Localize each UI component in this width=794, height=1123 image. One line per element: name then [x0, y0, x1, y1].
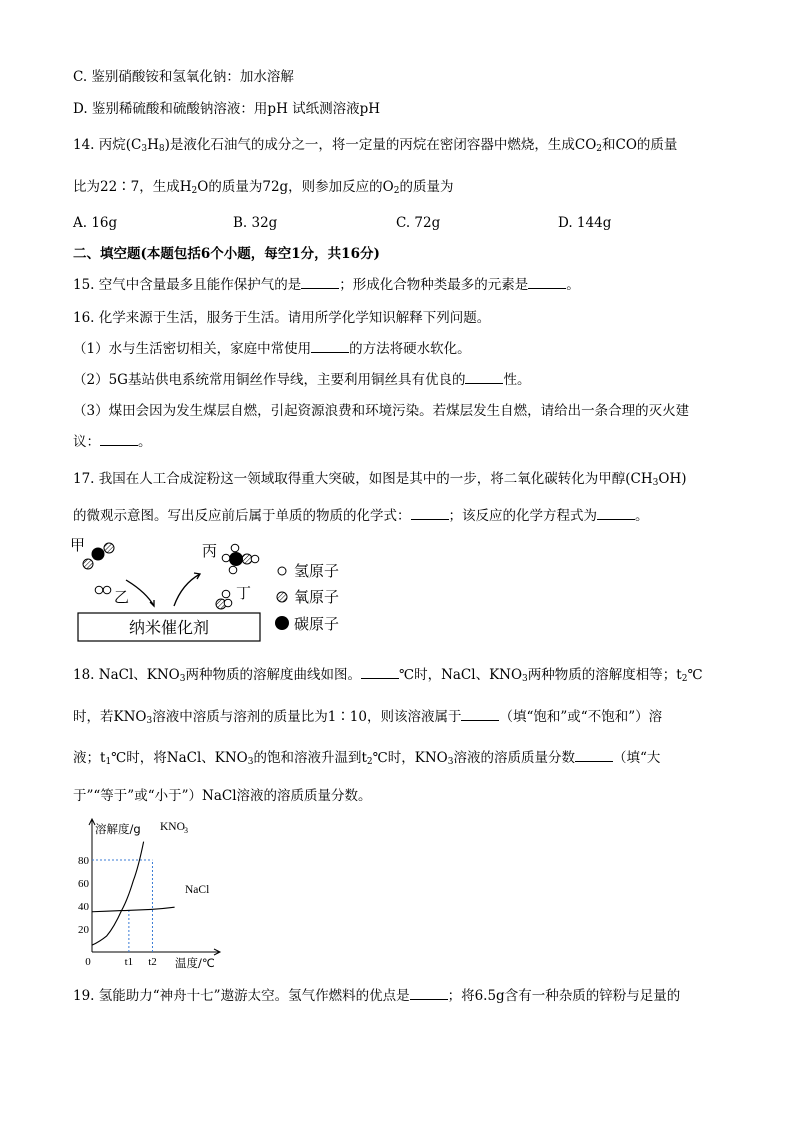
reaction-diagram [66, 534, 366, 646]
carbon-atom [92, 548, 105, 561]
q14-line1: 14. 丙烷$(C_3H_8)$是液化石油气的成分之一，将一定量的丙烷在密闭容器中燃烧，生成$CO_2$和CO的质量 [73, 137, 678, 154]
legend-oxygen-symbol [277, 592, 287, 602]
q16-part3: （3）煤田会因为发生煤层自燃，引起资源浪费和环境污染。若煤层发生自燃，请给出一条合理的灭火建 [73, 403, 690, 419]
label-jia: 甲 [70, 536, 86, 554]
q16-stem: 16. 化学来源于生活，服务于生活。请用所学化学知识解释下列问题。 [73, 310, 491, 326]
q13-option-d: D. 鉴别稀硫酸和硫酸钠溶液：用pH 试纸测溶液pH [73, 101, 381, 117]
legend-carbon-symbol [275, 616, 289, 630]
arrow-down [126, 580, 154, 606]
hydrogen-atom [222, 554, 230, 562]
catalyst-label: 纳米催化剂 [128, 618, 210, 637]
hydrogen-atom [229, 566, 237, 574]
x-axis-label: 温度/℃ [175, 956, 215, 970]
y-tick-label: 40 [78, 901, 89, 913]
hydrogen-atom [222, 590, 230, 598]
legend-hydrogen: 氢原子 [294, 562, 340, 580]
q17-line2: 的微观示意图。写出反应前后属于单质的物质的化学式： ；该反应的化学方程式为 。 [73, 508, 649, 524]
series-kno3 [92, 842, 144, 946]
q18-line2: 时，若$KNO_3$溶液中溶质与溶剂的质量比为1∶10，则该溶液属于 （填“饱和”或“不饱和”）溶 [73, 709, 663, 726]
legend-oxygen: 氧原子 [294, 588, 340, 606]
hydrogen-atom [251, 555, 259, 563]
label-bing: 丙 [202, 542, 218, 560]
q18-line4: 于”“等于”或“小于”）NaCl溶液的溶质质量分数。 [73, 788, 372, 804]
legend-hydrogen-symbol [278, 567, 286, 575]
x-tick-label: t1 [124, 956, 134, 968]
hydrogen-atom [103, 586, 111, 594]
q17-line1: 17. 我国在人工合成淀粉这一领域取得重大突破，如图是其中的一步，将二氧化碳转化为甲醇$(CH_3OH)$ [73, 471, 687, 488]
legend-carbon: 碳原子 [294, 615, 340, 633]
q14-option-c: C. 72g [396, 215, 441, 231]
hydrogen-atom [95, 586, 103, 594]
q16-part2: （2）5G基站供电系统常用铜丝作导线，主要利用铜丝具有优良的 性。 [73, 372, 531, 388]
oxygen-atom [83, 559, 93, 569]
section-heading: 二、填空题(本题包括6个小题，每空1分，共16分) [73, 246, 380, 262]
y-tick-label: 60 [78, 878, 89, 890]
label-nacl: NaCl [185, 884, 210, 896]
x-tick-label: 0 [85, 956, 91, 968]
series-nacl [92, 907, 175, 912]
y-tick-label: 80 [78, 855, 89, 867]
y-axis-label: 溶解度/g [95, 822, 141, 836]
q16-part1: （1）水与生活密切相关，家庭中常使用 的方法将硬水软化。 [73, 341, 471, 357]
q18-line3: 液；$t_1℃$时，将NaCl、$KNO_3$的饱和溶液升温到$t_2℃$时，$KNO_3$溶液的溶质质量分数 （填“大 [73, 750, 661, 767]
label-kno3-sub: 3 [184, 826, 188, 835]
arrow-up [174, 574, 200, 606]
hydrogen-atom [231, 544, 239, 552]
carbon-atom [229, 552, 243, 566]
q16-part3-cont: 议： 。 [73, 434, 152, 450]
label-yi: 乙 [114, 588, 130, 606]
x-tick-label: t2 [148, 956, 157, 968]
q13-option-c: C. 鉴别硝酸铵和氢氧化钠：加水溶解 [73, 69, 294, 85]
q14-option-b: B. 32g [233, 215, 278, 231]
q18-line1: 18. NaCl、$KNO_3$两种物质的溶解度曲线如图。 ℃时，NaCl、$KNO_3$两种物质的溶解度相等；$t_2℃$ [73, 667, 703, 684]
q14-option-d: D. 144g [558, 215, 612, 231]
q19: 19. 氢能助力“神舟十七”遨游太空。氢气作燃料的优点是 ；将6.5g含有一种杂质的锌粉与足量的 [73, 988, 681, 1004]
y-tick-label: 20 [78, 924, 89, 936]
label-kno3: KNO [160, 821, 185, 833]
label-ding: 丁 [236, 584, 252, 602]
solubility-chart [70, 814, 270, 970]
oxygen-atom [242, 554, 252, 564]
q15: 15. 空气中含量最多且能作保护气的是 ；形成化合物种类最多的元素是 。 [73, 277, 580, 293]
oxygen-atom [104, 543, 114, 553]
q14-option-a: A. 16g [73, 215, 118, 231]
hydrogen-atom [224, 599, 232, 607]
q14-line2: 比为22∶7，生成$H_2O$的质量为72g，则参加反应的$O_2$的质量为 [73, 179, 454, 196]
